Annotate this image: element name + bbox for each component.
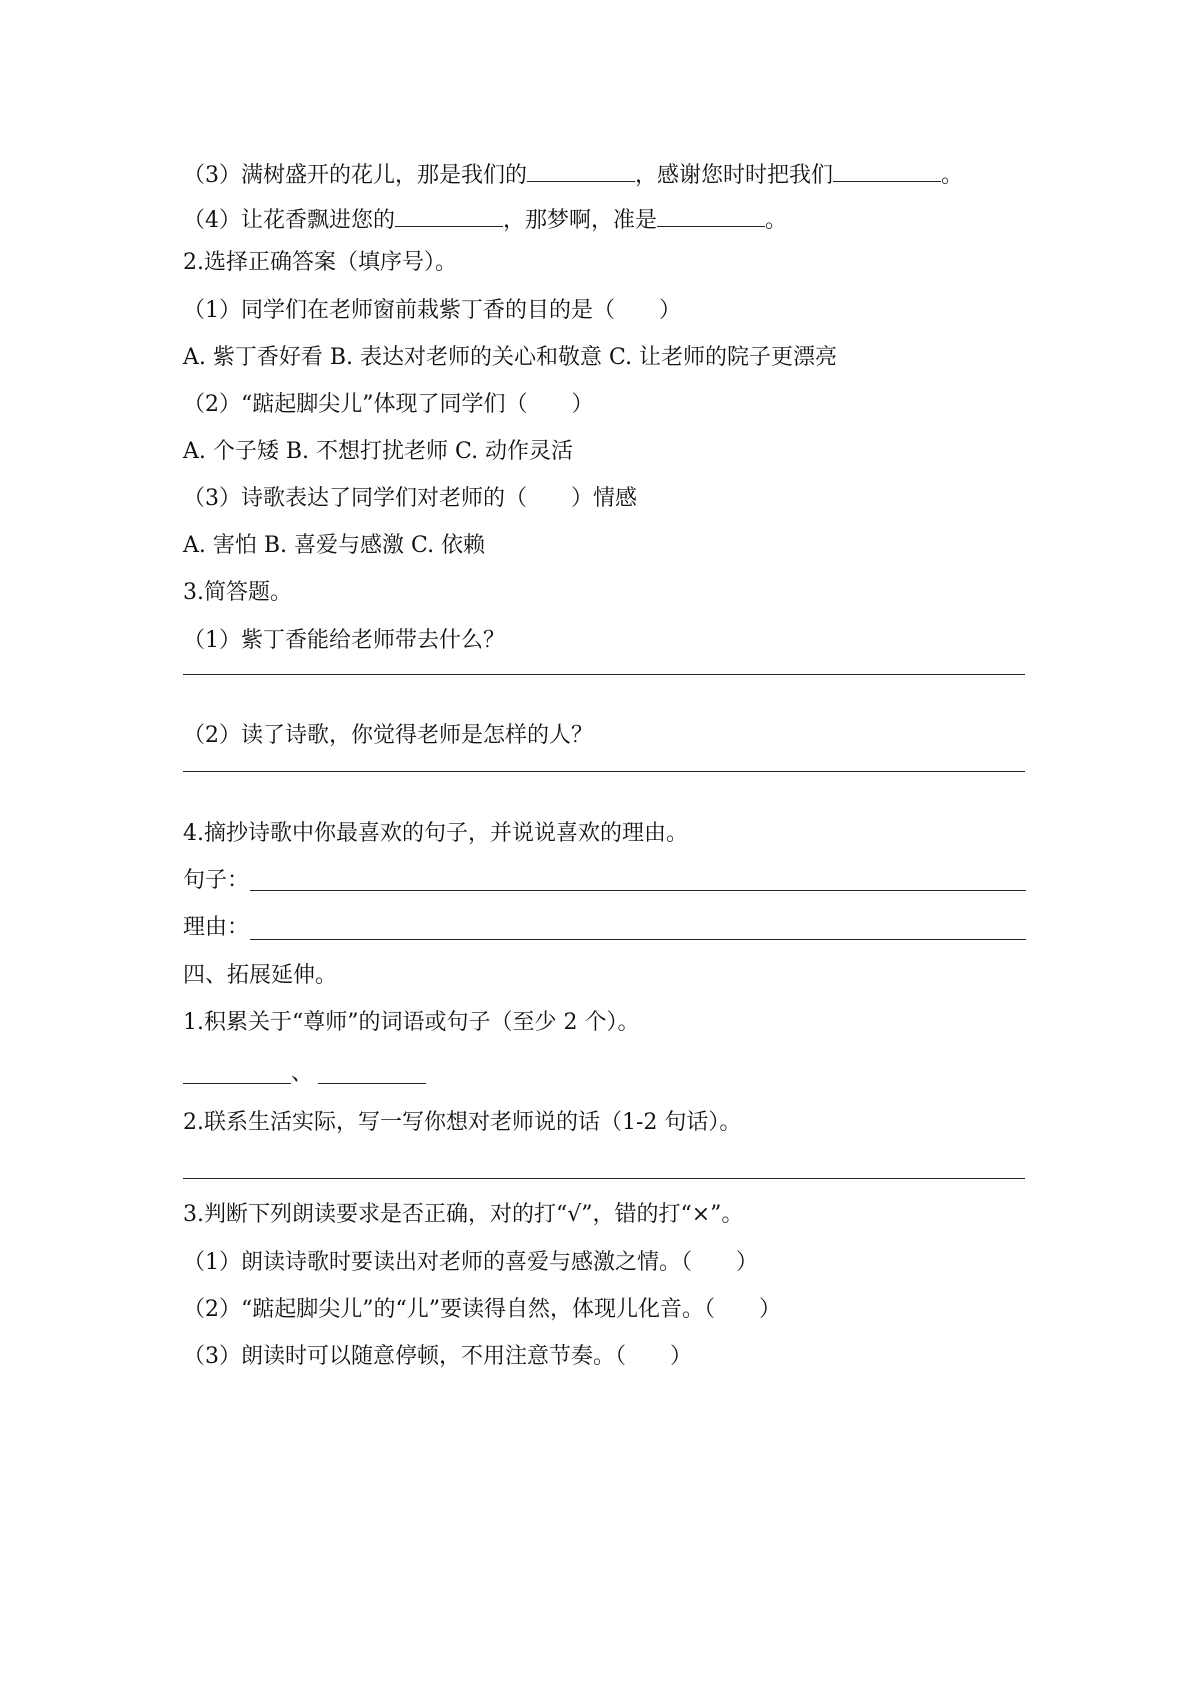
judgement-item-1: （1）朗读诗歌时要读出对老师的喜爱与感激之情。（ ） [183,1250,758,1275]
section-4-question-2-title: 2.联系生活实际，写一写你想对老师说的话（1-2 句话）。 [183,1110,742,1135]
reason-label: 理由： [183,915,250,940]
reason-answer-line[interactable] [250,939,1026,940]
question-2-2-stem: （2）“踮起脚尖儿”体现了同学们（ ） [183,392,594,417]
sentence-label: 句子： [183,868,250,893]
answer-line[interactable] [183,771,1025,772]
judgement-item-2: （2）“踮起脚尖儿”的“儿”要读得自然，体现儿化音。（ ） [183,1297,781,1322]
answer-line[interactable] [183,674,1025,675]
judgement-item-3: （3）朗读时可以随意停顿，不用注意节奏。（ ） [183,1344,692,1369]
fill-item-4-part-1: （4）让花香飘进您的 [183,208,395,233]
word-answer-blank-2[interactable] [318,1083,426,1084]
fill-item-4-part-2: ，那梦啊，准是 [503,208,658,233]
fill-item-4-part-3: 。 [765,208,788,233]
question-2-3-stem: （3）诗歌表达了同学们对老师的（ ）情感 [183,486,637,511]
word-answer-blank-1[interactable] [183,1083,291,1084]
section-4-question-3-title: 3.判断下列朗读要求是否正确，对的打“√”，错的打“×”。 [183,1202,744,1227]
question-2-title: 2.选择正确答案（填序号）。 [183,250,457,275]
answer-line[interactable] [183,1178,1025,1179]
answer-blank[interactable] [527,157,635,182]
question-2-3-options: A. 害怕 B. 喜爱与感激 C. 依赖 [183,533,486,558]
fill-item-4 [183,202,787,232]
question-2-1-options: A. 紫丁香好看 B. 表达对老师的关心和敬意 C. 让老师的院子更漂亮 [183,345,838,370]
fill-item-3-part-3: 。 [941,163,964,188]
question-3-1-stem: （1）紫丁香能给老师带去什么？ [183,628,505,653]
sentence-answer-line[interactable] [250,890,1026,891]
fill-item-3 [183,157,963,187]
question-4-title: 4.摘抄诗歌中你最喜欢的句子，并说说喜欢的理由。 [183,821,688,846]
question-3-2-stem: （2）读了诗歌，你觉得老师是怎样的人？ [183,723,593,748]
word-separator: 、 [291,1061,314,1086]
section-4-title: 四、拓展延伸。 [183,963,338,988]
fill-item-3-part-1: （3）满树盛开的花儿，那是我们的 [183,163,527,188]
question-2-2-options: A. 个子矮 B. 不想打扰老师 C. 动作灵活 [183,439,574,464]
answer-blank[interactable] [395,202,503,227]
fill-item-3-part-2: ，感谢您时时把我们 [635,163,834,188]
answer-blank[interactable] [833,157,941,182]
section-4-question-1-title: 1.积累关于“尊师”的词语或句子（至少 2 个）。 [183,1010,640,1035]
question-2-1-stem: （1）同学们在老师窗前栽紫丁香的目的是（ ） [183,298,681,323]
question-3-title: 3.简答题。 [183,580,292,605]
answer-blank[interactable] [657,202,765,227]
